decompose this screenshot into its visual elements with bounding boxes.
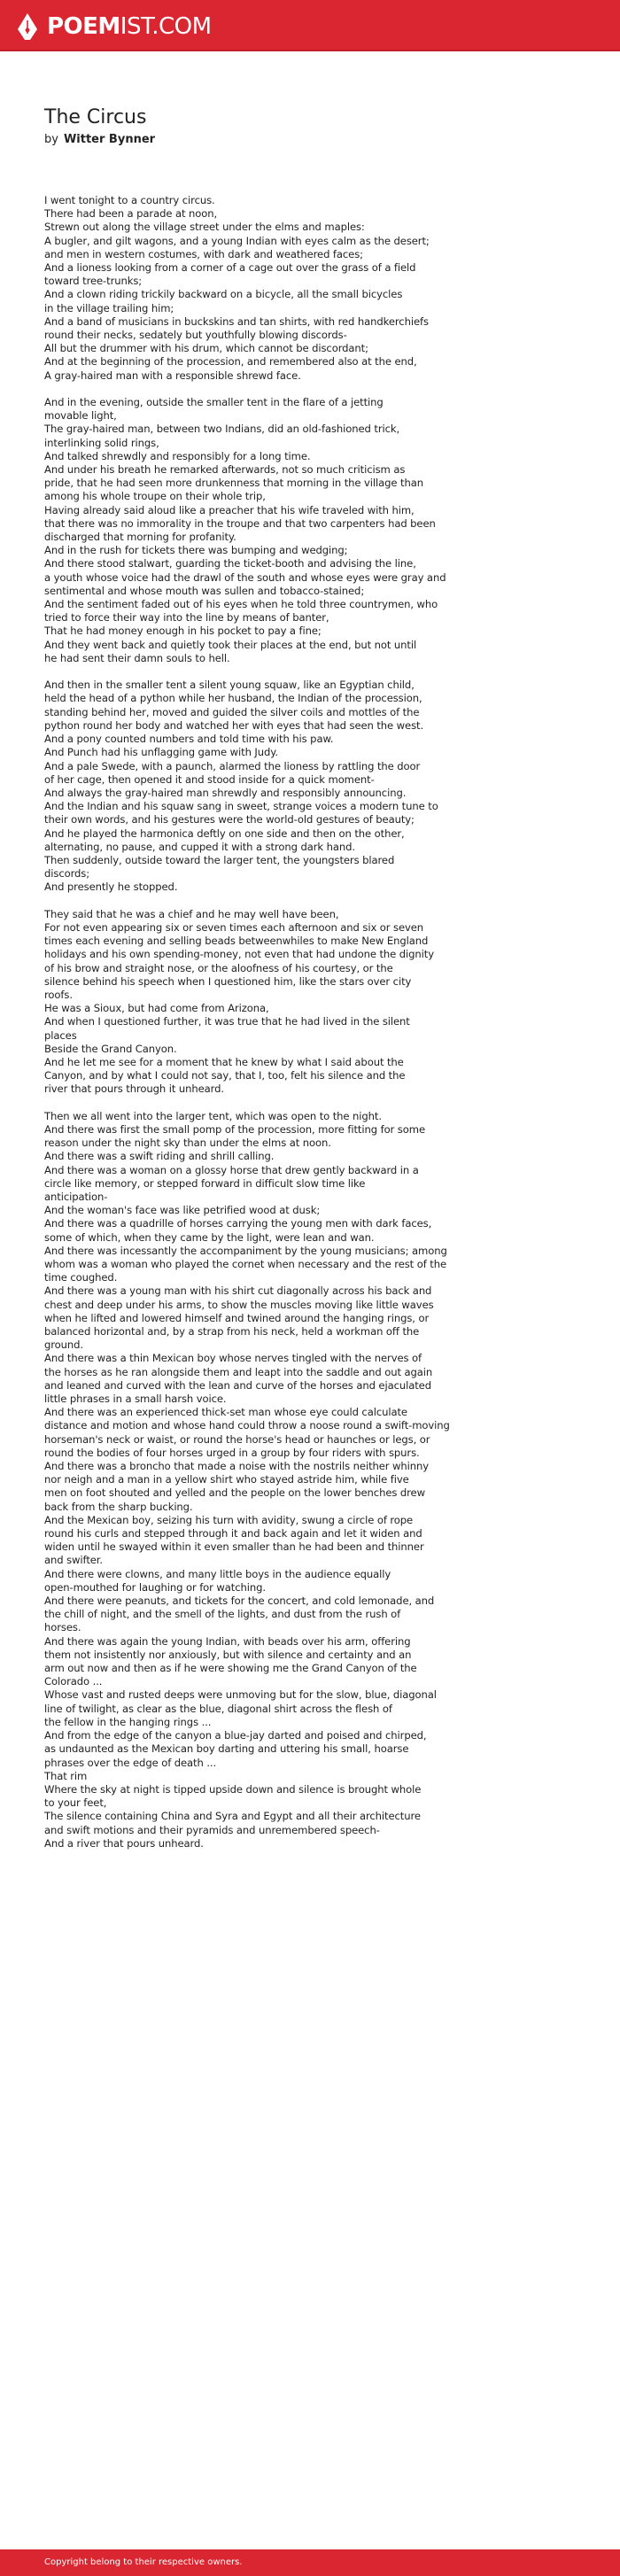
poem-line: open-mouthed for laughing or for watching. xyxy=(44,1580,266,1594)
poem-line: holidays and his own spending-money, not even that had undone the dignity xyxy=(44,948,434,961)
poem-line: Where the sky at night is tipped upside down and silence is brought whole xyxy=(44,1782,422,1796)
poem-line: times each evening and selling beads betweenwhiles to make New England xyxy=(44,935,429,948)
poem-line: And he let me see for a moment that he knew by what I said about the xyxy=(44,1055,404,1068)
poem-line: And talked shrewdly and responsibly for a long time. xyxy=(44,449,311,462)
poem-line: And there was first the small pomp of the procession, more fitting for some xyxy=(44,1122,425,1136)
poem-line: the horses as he ran alongside them and leapt into the saddle and out again xyxy=(44,1365,433,1378)
poem-line: A bugler, and gilt wagons, and a young Indian with eyes calm as the desert; xyxy=(44,234,430,247)
poem-line: he had sent their damn souls to hell. xyxy=(44,651,230,664)
poem-line: And he played the harmonica deftly on one side and then on the other, xyxy=(44,826,405,840)
poem-line: And when I questioned further, it was true that he had lived in the silent xyxy=(44,1015,410,1028)
poem-line: discharged that morning for profanity. xyxy=(44,531,236,544)
poem-line: distance and motion and whose hand could throw a noose round a swift-moving xyxy=(44,1419,450,1432)
poem-line: men on foot shouted and yelled and the people on the lower benches drew xyxy=(44,1486,425,1500)
poem-line: reason under the night sky than under the elms at noon. xyxy=(44,1137,331,1150)
poem-line: And in the rush for tickets there was bumping and wedging; xyxy=(44,544,348,557)
poem-line: the fellow in the hanging rings ... xyxy=(44,1715,212,1728)
poem-line: balanced horizontal and, by a strap from his neck, held a workman off the xyxy=(44,1325,420,1338)
poem-line: And a pale Swede, with a paunch, alarmed the lioness by rattling the door xyxy=(44,759,421,772)
poem-line: Colorado ... xyxy=(44,1675,103,1688)
poem-line: interlinking solid rings, xyxy=(44,436,159,449)
poem-line: Whose vast and rusted deeps were unmoving but for the slow, blue, diagonal xyxy=(44,1688,437,1702)
poem-line: and swifter. xyxy=(44,1554,103,1567)
poem-line: horseman's neck or waist, or round the horse's head or haunches or legs, or xyxy=(44,1432,430,1446)
poem-line: And there was an experienced thick-set man whose eye could calculate xyxy=(44,1406,407,1419)
poem-line: and men in western costumes, with dark and weathered faces; xyxy=(44,247,363,260)
poem-line: And the Mexican boy, seizing his turn with avidity, swung a circle of rope xyxy=(44,1513,414,1526)
poem-line: roofs. xyxy=(44,988,73,1001)
poem-line: of his brow and straight nose, or the aloofness of his courtesy, or the xyxy=(44,961,393,974)
poem-line: tried to force their way into the line by means of banter, xyxy=(44,611,329,625)
poem-line: that there was no immorality in the troupe and that two carpenters had been xyxy=(44,516,436,530)
poem-line: A gray-haired man with a responsible shrewd face. xyxy=(44,369,301,382)
poem-line: as undaunted as the Mexican boy darting and uttering his small, hoarse xyxy=(44,1742,409,1756)
poem-line: And there was a swift riding and shrill calling. xyxy=(44,1150,275,1163)
poem-line: ground. xyxy=(44,1338,84,1352)
poem-line: in the village trailing him; xyxy=(44,301,174,314)
poem-line: silence behind his speech when I questioned him, like the stars over city xyxy=(44,974,412,988)
stanza xyxy=(44,396,571,665)
poem-line: Having already said aloud like a preacher that his wife traveled with him, xyxy=(44,503,415,516)
poem-line: some of which, when they came by the light, were lean and wan. xyxy=(44,1230,375,1244)
author-link[interactable]: Witter Bynner xyxy=(63,133,156,146)
poem-line: places xyxy=(44,1028,77,1042)
poem-line: when he lifted and lowered himself and twined around the hanging rings, or xyxy=(44,1311,430,1324)
logo-wordmark xyxy=(47,12,212,41)
poem-line: Canyon, and by what I could not say, that I, too, felt his silence and the xyxy=(44,1069,406,1082)
poem-line: of her cage, then opened it and stood inside for a quick moment- xyxy=(44,772,375,786)
poem-line: And there were peanuts, and tickets for the concert, and cold lemonade, and xyxy=(44,1594,435,1608)
by-label: by xyxy=(44,133,58,146)
poem-line: arm out now and then as if he were showing me the Grand Canyon of the xyxy=(44,1662,417,1675)
poem-line: and leaned and curved with the lean and curve of the horses and ejaculated xyxy=(44,1378,431,1392)
poem-line: And they went back and quietly took their places at the end, but not until xyxy=(44,638,417,651)
poem-line: river that pours through it unheard. xyxy=(44,1082,224,1096)
poem-line: And there were clowns, and many little boys in the audience equally xyxy=(44,1567,391,1580)
poem-line: And there was a quadrille of horses carrying the young men with dark faces, xyxy=(44,1217,432,1230)
poem-line: Strewn out along the village street under the elms and maples: xyxy=(44,221,365,234)
poem-line: All but the drummer with his drum, which cannot be discordant; xyxy=(44,342,368,355)
poem-line: anticipation- xyxy=(44,1190,108,1203)
poem-line: line of twilight, as clear as the blue, diagonal shirt across the flesh of xyxy=(44,1702,392,1715)
stanza xyxy=(44,908,571,1097)
poem-line: And Punch had his unflagging game with Judy. xyxy=(44,746,278,759)
poem-line: among his whole troupe on their whole trip, xyxy=(44,490,266,503)
poem-line: The silence containing China and Syra and Egypt and all their architecture xyxy=(44,1810,421,1823)
poem-line: nor neigh and a man in a yellow shirt who stayed astride him, while five xyxy=(44,1473,409,1486)
poem-line: And there was a thin Mexican boy whose nerves tingled with the nerves of xyxy=(44,1352,422,1365)
poem-line: chest and deep under his arms, to show the muscles moving like little waves xyxy=(44,1298,434,1311)
poem-line: them not insistently nor anxiously, but with silence and certainty and an xyxy=(44,1648,412,1661)
poem-line: pride, that he had seen more drunkenness that morning in the village than xyxy=(44,477,423,490)
poem-line: horses. xyxy=(44,1621,81,1634)
poem-line: That rim xyxy=(44,1769,88,1782)
poem-line: the chill of night, and the smell of the lights, and dust from the rush of xyxy=(44,1608,401,1621)
poem-line: He was a Sioux, but had come from Arizona, xyxy=(44,1002,269,1015)
poem-line: round their necks, sedately but youthfully blowing discords- xyxy=(44,329,347,342)
poem-line: their own words, and his gestures were the world-old gestures of beauty; xyxy=(44,813,415,826)
poem-line: round his curls and stepped through it and back again and let it widen and xyxy=(44,1527,422,1540)
poem-body xyxy=(44,194,571,1864)
poem-line: And then in the smaller tent a silent young squaw, like an Egyptian child, xyxy=(44,679,415,692)
poem-line: discords; xyxy=(44,867,90,881)
poem-line: And the woman's face was like petrified wood at dusk; xyxy=(44,1204,321,1217)
poem-line: And a pony counted numbers and told time with his paw. xyxy=(44,733,334,746)
poem-line: And there was a young man with his shirt cut diagonally across his back and xyxy=(44,1284,432,1298)
poem-line: circle like memory, or stepped forward in difficult slow time like xyxy=(44,1176,366,1190)
top-bar xyxy=(0,0,620,51)
poem-line: I went tonight to a country circus. xyxy=(44,194,215,206)
footer-bar xyxy=(0,2549,620,2576)
poem-line: toward tree-trunks; xyxy=(44,275,143,288)
poem-line: And at the beginning of the procession, and remembered also at the end, xyxy=(44,355,417,369)
poem-line: And always the gray-haired man shrewdly and responsibly announcing. xyxy=(44,786,407,799)
poem-line: And under his breath he remarked afterwards, not so much criticism as xyxy=(44,463,406,477)
stanza xyxy=(44,194,571,383)
poem-line: Beside the Grand Canyon. xyxy=(44,1042,177,1055)
poem-line: That he had money enough in his pocket to pay a fine; xyxy=(44,625,322,638)
poem-line: round the bodies of four horses urged in a group by four riders with spurs. xyxy=(44,1446,420,1459)
poem-line: And a river that pours unheard. xyxy=(44,1836,204,1850)
stanza xyxy=(44,1110,571,1851)
poem-line: sentimental and whose mouth was sullen and tobacco-stained; xyxy=(44,584,365,597)
poem-line: And in the evening, outside the smaller tent in the flare of a jetting xyxy=(44,396,384,409)
logo-bold-text: POEM xyxy=(47,13,120,40)
poem-line: standing behind her, moved and guided the silver coils and mottles of the xyxy=(44,705,420,718)
poem-line: And a clown riding trickily backward on a bicycle, all the small bicycles xyxy=(44,288,403,301)
poem-line: And the Indian and his squaw sang in sweet, strange voices a modern tune to xyxy=(44,800,438,813)
poem-line: Then suddenly, outside toward the larger tent, the youngsters blared xyxy=(44,853,395,866)
poem-line: back from the sharp bucking. xyxy=(44,1500,193,1513)
poem-line: held the head of a python while her husband, the Indian of the procession, xyxy=(44,692,422,705)
poem-line: They said that he was a chief and he may well have been, xyxy=(44,907,339,920)
poem-line: to your feet, xyxy=(44,1796,107,1810)
byline xyxy=(44,131,155,149)
stanza xyxy=(44,679,571,894)
poem-line: phrases over the edge of death ... xyxy=(44,1756,217,1769)
poem-line: And the sentiment faded out of his eyes when he told three countrymen, who xyxy=(44,598,438,611)
logo-light-text: IST.COM xyxy=(120,13,212,40)
poem-line: And there was a broncho that made a noise with the nostrils neither whinny xyxy=(44,1460,430,1473)
poem-line: And there was incessantly the accompaniment by the young musicians; among xyxy=(44,1244,447,1257)
poem-line: time coughed. xyxy=(44,1271,118,1284)
poem-line: And there stood stalwart, guarding the ticket-booth and advising the line, xyxy=(44,557,416,570)
poem-line: And from the edge of the canyon a blue-jay darted and poised and chirped, xyxy=(44,1729,427,1742)
poem-line: whom was a woman who played the cornet when necessary and the rest of the xyxy=(44,1257,446,1270)
poem-line: And there was a woman on a glossy horse that drew gently backward in a xyxy=(44,1163,419,1176)
poem-line: python round her body and watched her with eyes that had seen the west. xyxy=(44,718,424,732)
poem-line: And presently he stopped. xyxy=(44,881,178,894)
poem-line: movable light, xyxy=(44,409,117,423)
poem-title: The Circus xyxy=(44,106,147,128)
site-logo[interactable] xyxy=(15,12,212,41)
poem-line: For not even appearing six or seven times each afternoon and six or seven xyxy=(44,920,424,934)
poem-line: and swift motions and their pyramids and unremembered speech- xyxy=(44,1823,380,1836)
poem-line: And a band of musicians in buckskins and tan shirts, with red handkerchiefs xyxy=(44,314,429,328)
poem-line: Then we all went into the larger tent, which was open to the night. xyxy=(44,1109,382,1122)
poem-line: a youth whose voice had the drawl of the south and whose eyes were gray and xyxy=(44,570,446,584)
copyright-notice: Copyright belong to their respective owners. xyxy=(44,2557,243,2567)
poem-line: widen until he swayed within it even smaller than he had been and thinner xyxy=(44,1540,424,1554)
pen-nib-icon xyxy=(15,12,40,41)
poem-line: And there was again the young Indian, with beads over his arm, offering xyxy=(44,1634,411,1648)
poem-line: alternating, no pause, and cupped it with a strong dark hand. xyxy=(44,840,355,853)
poem-line: There had been a parade at noon, xyxy=(44,207,218,221)
poem-line: And a lioness looking from a corner of a cage out over the grass of a field xyxy=(44,261,416,275)
poem-line: The gray-haired man, between two Indians, did an old-fashioned trick, xyxy=(44,423,400,436)
poem-line: little phrases in a small harsh voice. xyxy=(44,1393,227,1406)
